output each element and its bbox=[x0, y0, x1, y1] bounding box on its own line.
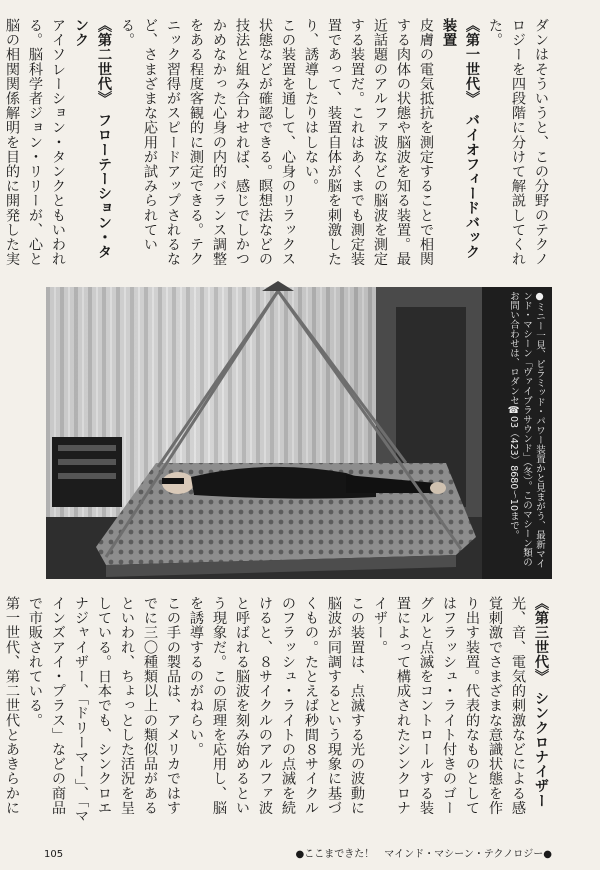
section-heading-gen2: 《第二世代》 フローテーション・タンク bbox=[73, 18, 112, 260]
paragraph: 第一世代、第二世代とあきらかに bbox=[4, 596, 20, 815]
paragraph: アイソレーション・タンクともいわれる。脳科学者ジョン・リリーが、心と脳の相関関係解明を目的に開発した実 bbox=[4, 18, 66, 267]
paragraph: この手の製品は、アメリカではすでに三〇種類以上の類似品があるといわれ、ちょっとした活況を呈している。日本でも、シンクロエナジャイザー、「ドリーマー」、「マインズアイ・プラス」などの商品で市販されている。 bbox=[27, 596, 181, 823]
section-heading-gen1: 《第一世代》 バイオフィードバック装置 bbox=[441, 18, 480, 260]
paragraph: 光、音、電気的刺激などによる感覚刺激でさまざまな意識状態を作り出す装置。代表的なものとしてはフラッシュ・ライト付きのゴーグルと点滅をコントロールする装置によって構成されたシンクロナイザー。 bbox=[372, 596, 526, 815]
paragraph: この装置を通して、心身のリラックス状態などが確認できる。瞑想法などの技法と組み合わせれば、感じでしかつかめなかった心身の内的バランス調整をある程度客観的に測定できる。テクニック習得がスピードアップされるなど、さまざまな応用が試みられている。 bbox=[119, 18, 296, 267]
running-head: ●ここまできた！ マインド・マシーン・テクノロジー● bbox=[295, 849, 552, 860]
page-number: 105 bbox=[44, 849, 64, 860]
paragraph: 皮膚の電気抵抗を測定することで相関する肉体の状態や脳波を知る装置。最近話題のアルファ波などの脳波を測定する装置だ。これはあくまでも測定装置であって、装置自体が脳を刺激したり、誘導したりはしない。 bbox=[303, 18, 434, 267]
photo-pyramid-device bbox=[46, 287, 552, 579]
paragraph: ダンはそういうと、この分野のテクノロジーを四段階に分けて解説してくれた。 bbox=[487, 18, 549, 267]
paragraph: この装置は、点滅する光の波動に脳波が同調するという現象に基づくもの。たとえば秒間８サイクルのフラッシュ・ライトの点滅を続けると、８サイクルのアルファ波と呼ばれる脳波を刻み始めるという現象だ。この原理を応用し、脳を誘導するのがねらい。 bbox=[188, 596, 365, 815]
bottom-text-column bbox=[4, 596, 552, 828]
photo-illustration bbox=[46, 287, 552, 579]
section-heading-gen3: 《第三世代》 シンクロナイザー bbox=[533, 596, 549, 808]
top-text-column bbox=[4, 18, 552, 270]
photo-caption: ●ミニー一見、ピラミッド・パワー装置かと見まがう、最新マインド・マシーン「ヴァイブラサウンド」（冬）。このマシーン類のお問い合わせは、ロダンセ☎03（423）8680〜10まで。 bbox=[508, 291, 545, 568]
